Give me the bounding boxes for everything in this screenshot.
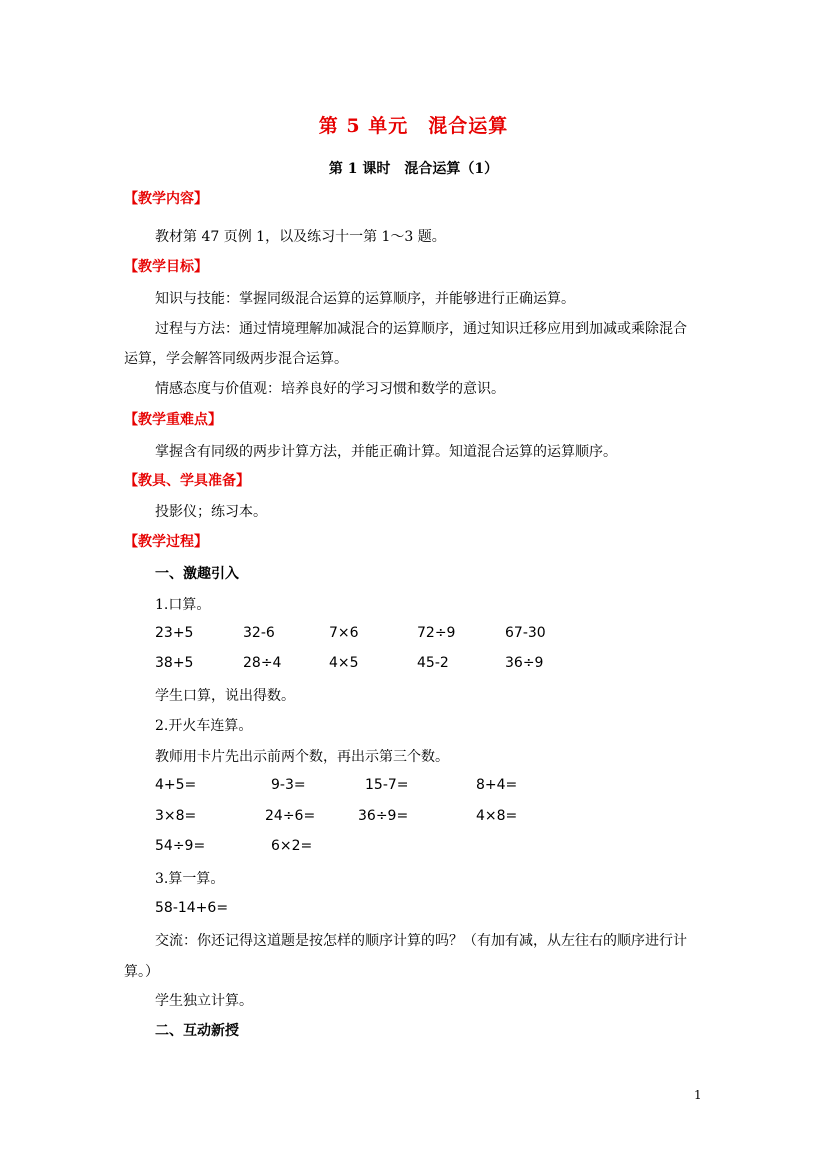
step3-note: 学生独立计算。 <box>155 993 253 1009</box>
section-heading-key: 【教学重难点】 <box>124 412 222 428</box>
train-cell: 3×8= <box>155 808 197 824</box>
oral-cell: 36÷9 <box>505 655 544 671</box>
unit-title: 第 5 单元 混合运算 <box>318 115 509 137</box>
oral-cell: 38+5 <box>155 655 194 671</box>
key-text: 掌握含有同级的两步计算方法，并能正确计算。知道混合运算的运算顺序。 <box>155 444 617 460</box>
goal-process-line2: 运算，学会解答同级两步混合运算。 <box>124 351 348 367</box>
train-cell: 6×2= <box>271 838 313 854</box>
part2-heading: 二、互动新授 <box>155 1023 239 1039</box>
section-heading-tools: 【教具、学具准备】 <box>124 473 250 489</box>
step2-desc: 教师用卡片先出示前两个数，再出示第三个数。 <box>155 749 449 765</box>
oral-cell: 72÷9 <box>417 625 456 641</box>
lesson-subtitle: 第 1 课时 混合运算（1） <box>328 161 499 177</box>
step1-note: 学生口算，说出得数。 <box>155 688 295 704</box>
oral-cell: 23+5 <box>155 625 194 641</box>
section-heading-goals: 【教学目标】 <box>124 259 208 275</box>
page-number: 1 <box>694 1088 702 1102</box>
train-cell: 4+5= <box>155 777 197 793</box>
goal-process-line1: 过程与方法：通过情境理解加减混合的运算顺序，通过知识迁移应用到加减或乘除混合 <box>155 321 687 337</box>
train-cell: 54÷9= <box>155 838 206 854</box>
oral-cell: 45-2 <box>417 655 449 671</box>
oral-cell: 28÷4 <box>243 655 282 671</box>
train-cell: 9-3= <box>271 777 306 793</box>
step1-label: 1.口算。 <box>155 597 211 613</box>
section-heading-content: 【教学内容】 <box>124 191 208 207</box>
step2-label: 2.开火车连算。 <box>155 718 253 734</box>
train-cell: 15-7= <box>365 777 409 793</box>
part1-heading: 一、激趣引入 <box>155 566 239 582</box>
exchange-line1: 交流：你还记得这道题是按怎样的顺序计算的吗？（有加有减，从左往右的顺序进行计 <box>155 933 687 949</box>
oral-cell: 4×5 <box>329 655 359 671</box>
tools-text: 投影仪；练习本。 <box>155 504 267 520</box>
train-cell: 8+4= <box>476 777 518 793</box>
goal-knowledge: 知识与技能：掌握同级混合运算的运算顺序，并能够进行正确运算。 <box>155 291 575 307</box>
oral-cell: 32-6 <box>243 625 275 641</box>
section-heading-process: 【教学过程】 <box>124 534 208 550</box>
step3-expression: 58-14+6= <box>155 900 229 916</box>
train-cell: 24÷6= <box>265 808 316 824</box>
train-cell: 36÷9= <box>358 808 409 824</box>
goal-attitude: 情感态度与价值观：培养良好的学习习惯和数学的意识。 <box>155 381 505 397</box>
exchange-line2: 算。） <box>124 964 159 980</box>
train-cell: 4×8= <box>476 808 518 824</box>
content-text: 教材第 47 页例 1，以及练习十一第 1～3 题。 <box>155 229 446 245</box>
step3-label: 3.算一算。 <box>155 871 225 887</box>
oral-cell: 7×6 <box>329 625 359 641</box>
oral-cell: 67-30 <box>505 625 546 641</box>
